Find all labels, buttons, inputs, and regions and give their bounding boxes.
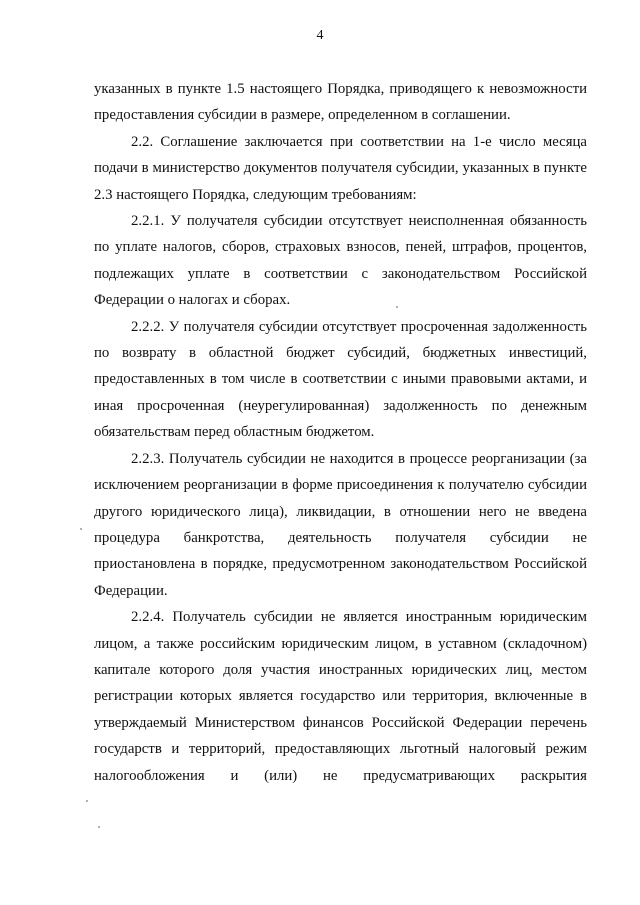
paragraph-2-2: 2.2. Соглашение заключается при соответствии на 1-е число месяца подачи в министерство документов получателя субсидии, указанных в пункте 2.3 настоящего Порядка, следующим требованиям: (94, 133, 587, 203)
scan-artifact-dot (98, 826, 100, 828)
paragraph-2-2-3: 2.2.3. Получатель субсидии не находится в процессе реорганизации (за исключением реорганизации в форме присоединения к получателю субсидии другого юридического лица), ликвидации, в отношении него не введена процедура банкротства, деятельность получателя субсидии не приостановлена в порядке, предусмотренном законодательством Российской Федерации. (94, 450, 587, 599)
paragraph-2-2-4: 2.2.4. Получатель субсидии не является иностранным юридическим лицом, а также российским юридическим лицом, в уставном (складочном) капитале которого доля участия иностранных юридических лиц, местом регистрации которых является государство или территория, включенные в утверждаемый Министерством финансов Российской Федерации перечень государств и территорий, предоставляющих льготный налоговый режим налогообложения и (или) не предусматривающих раскрытия (94, 609, 587, 784)
document-body (94, 76, 587, 789)
scan-artifact-dot (86, 800, 88, 802)
page-number: 4 (316, 28, 324, 43)
scan-artifact-dot (80, 528, 82, 530)
paragraph-2-2-2: 2.2.2. У получателя субсидии отсутствует просроченная задолженность по возврату в областной бюджет субсидий, бюджетных инвестиций, предоставленных в том числе в соответствии с иными правовыми актами, и иная просроченная (неурегулированная) задолженность по денежным обязательствам перед областным бюджетом. (94, 318, 587, 441)
paragraph-continuation: указанных в пункте 1.5 настоящего Порядка, приводящего к невозможности предоставления субсидии в размере, определенном в соглашении. (94, 81, 587, 124)
paragraph-2-2-1: 2.2.1. У получателя субсидии отсутствует неисполненная обязанность по уплате налогов, сборов, страховых взносов, пеней, штрафов, процентов, подлежащих уплате в соответствии с законодательством Российской Федерации о налогах и сборах. (94, 213, 587, 309)
scan-artifact-dot (396, 306, 398, 308)
